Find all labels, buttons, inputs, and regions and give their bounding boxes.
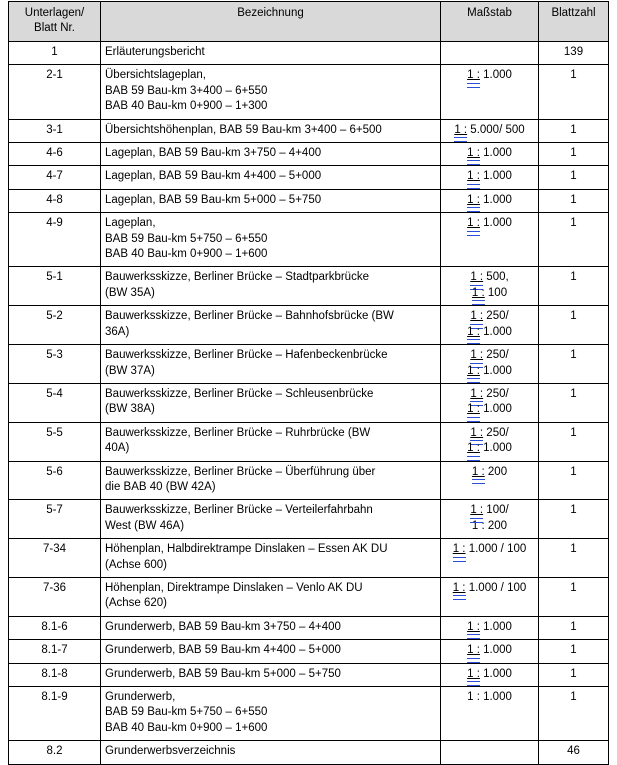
table-row	[9, 42, 609, 65]
cell-description	[101, 383, 441, 422]
cell-document-number: 5-4	[9, 383, 101, 422]
table-row	[9, 65, 609, 119]
cell-scale	[441, 383, 539, 422]
scale-line	[445, 620, 534, 635]
cell-sheet-count: 1	[539, 213, 609, 267]
cell-description	[101, 539, 441, 578]
cell-sheet-count: 1	[539, 189, 609, 212]
grammar-marked-ratio-prefix: 1 :	[467, 169, 480, 184]
grammar-marked-ratio-prefix: 1 :	[467, 325, 480, 340]
cell-description	[101, 267, 441, 306]
cell-sheet-count: 1	[539, 577, 609, 616]
description-line: West (BW 46A)	[105, 519, 185, 532]
ratio-value: 100	[484, 286, 508, 299]
cell-sheet-count: 1	[539, 640, 609, 663]
grammar-marked-ratio-prefix: 1 :	[470, 387, 483, 402]
cell-sheet-count: 1	[539, 383, 609, 422]
description-line: BAB 59 Bau-km 3+400 – 6+550	[105, 84, 268, 97]
description-line: BAB 40 Bau-km 0+900 – 1+600	[105, 248, 268, 261]
table-row	[9, 687, 609, 741]
scale-line	[445, 68, 534, 83]
table-row	[9, 119, 609, 142]
cell-description	[101, 422, 441, 461]
description-line: Erläuterungsbericht	[105, 46, 205, 58]
ratio-value: 1.000	[479, 620, 512, 633]
scale-line	[445, 402, 534, 417]
cell-scale	[441, 500, 539, 539]
cell-scale	[441, 189, 539, 212]
grammar-marked-ratio-prefix: 1 :	[454, 123, 467, 138]
cell-scale	[441, 65, 539, 119]
scale-line	[445, 216, 534, 231]
ratio-value: 1.000	[479, 364, 512, 377]
ratio-value: 5.000/ 500	[467, 123, 525, 136]
scale-line	[445, 286, 534, 301]
description-line: Lageplan, BAB 59 Bau-km 3+750 – 4+400	[105, 147, 322, 160]
cell-description	[101, 42, 441, 65]
ratio-value: 500,	[483, 271, 509, 284]
cell-document-number: 4-6	[9, 143, 101, 166]
cell-description	[101, 687, 441, 741]
description-line: (Achse 620)	[105, 597, 168, 610]
table-row	[9, 166, 609, 189]
description-line: Lageplan, BAB 59 Bau-km 5+000 – 5+750	[105, 193, 322, 206]
ratio-value: 250/	[483, 310, 509, 323]
cell-scale	[441, 640, 539, 663]
grammar-marked-ratio-prefix: 1 :	[467, 620, 480, 635]
ratio-value: 1.000	[479, 69, 512, 82]
cell-scale	[441, 213, 539, 267]
description-line: Grunderwerb, BAB 59 Bau-km 5+000 – 5+750	[105, 667, 341, 680]
grammar-marked-ratio-prefix: 1 :	[467, 667, 480, 682]
cell-scale	[441, 143, 539, 166]
ratio-value: 250/	[483, 349, 509, 362]
cell-description	[101, 500, 441, 539]
scale-line	[445, 465, 534, 480]
grammar-marked-ratio-prefix: 1 :	[467, 216, 480, 231]
description-line: Bauwerksskizze, Berliner Brücke – Verteilerfahrbahn	[105, 504, 373, 517]
scale-line	[445, 309, 534, 324]
cell-scale	[441, 422, 539, 461]
scale-line	[445, 146, 534, 161]
description-line: (Achse 600)	[105, 558, 168, 571]
cell-sheet-count: 1	[539, 663, 609, 686]
description-line: Grunderwerbsverzeichnis	[105, 745, 236, 758]
table-row	[9, 640, 609, 663]
cell-document-number: 5-2	[9, 306, 101, 345]
scale-line	[445, 123, 534, 138]
description-line: 36A)	[105, 325, 130, 338]
cell-description	[101, 119, 441, 142]
description-line: Höhenplan, Halbdirektrampe Dinslaken – Essen AK DU	[105, 543, 388, 556]
grammar-marked-ratio-prefix: 1 :	[470, 348, 483, 363]
description-line: Bauwerksskizze, Berliner Brücke – Hafenbeckenbrücke	[105, 349, 388, 362]
description-line: (BW 38A)	[105, 403, 155, 416]
cell-document-number: 5-3	[9, 345, 101, 384]
ratio-value: 100/	[483, 504, 509, 517]
description-line: Übersichtslageplan,	[105, 69, 207, 82]
cell-description	[101, 640, 441, 663]
cell-description	[101, 306, 441, 345]
description-line: Grunderwerb, BAB 59 Bau-km 3+750 – 4+400	[105, 620, 341, 633]
cell-sheet-count: 1	[539, 616, 609, 639]
cell-scale	[441, 663, 539, 686]
cell-document-number: 8.2	[9, 741, 101, 764]
column-header-scale: Maßstab	[441, 2, 539, 42]
cell-sheet-count: 46	[539, 741, 609, 764]
table-row	[9, 306, 609, 345]
cell-description	[101, 577, 441, 616]
cell-scale	[441, 461, 539, 500]
cell-scale	[441, 539, 539, 578]
cell-sheet-count: 1	[539, 306, 609, 345]
cell-description	[101, 65, 441, 119]
description-line: die BAB 40 (BW 42A)	[105, 480, 216, 493]
scale-line	[445, 581, 534, 596]
grammar-marked-ratio-prefix: 1 :	[470, 309, 483, 324]
table-header	[9, 2, 609, 42]
grammar-marked-ratio-prefix: 1 :	[472, 286, 485, 301]
table-row	[9, 461, 609, 500]
cell-document-number: 8.1-7	[9, 640, 101, 663]
table-row	[9, 539, 609, 578]
description-line: BAB 40 Bau-km 0+900 – 1+600	[105, 721, 268, 734]
cell-scale	[441, 741, 539, 764]
ratio-value: 1.000	[479, 644, 512, 657]
description-line: Höhenplan, Direktrampe Dinslaken – Venlo AK DU	[105, 581, 363, 594]
ratio-value: 1.000	[479, 170, 512, 183]
ratio-value: 250/	[483, 426, 509, 439]
scale-line	[445, 364, 534, 379]
table-row	[9, 616, 609, 639]
cell-document-number: 4-9	[9, 213, 101, 267]
cell-scale	[441, 267, 539, 306]
description-line: Bauwerksskizze, Berliner Brücke – Stadtparkbrücke	[105, 271, 369, 284]
scale-line	[445, 387, 534, 402]
scale-line	[445, 667, 534, 682]
description-line: Bauwerksskizze, Berliner Brücke – Bahnhofsbrücke (BW	[105, 310, 394, 323]
grammar-marked-ratio-prefix: 1 :	[470, 503, 483, 518]
ratio-value: 1.000	[479, 147, 512, 160]
cell-scale	[441, 577, 539, 616]
description-line: Grunderwerb,	[105, 691, 176, 703]
description-line: BAB 59 Bau-km 5+750 – 6+550	[105, 232, 268, 245]
cell-sheet-count: 1	[539, 500, 609, 539]
cell-description	[101, 213, 441, 267]
cell-description	[101, 143, 441, 166]
grammar-marked-ratio-prefix: 1 :	[467, 68, 480, 83]
description-line: (BW 35A)	[105, 286, 155, 299]
cell-sheet-count: 1	[539, 345, 609, 384]
cell-document-number: 8.1-9	[9, 687, 101, 741]
grammar-marked-ratio-prefix: 1 :	[470, 426, 483, 441]
table-header-row	[9, 2, 609, 42]
column-header-document-number-line2: Blatt Nr.	[34, 22, 75, 35]
plan-index-table	[8, 1, 609, 765]
scale-line	[445, 270, 534, 285]
scale-line: 1 : 200	[471, 519, 508, 532]
cell-document-number: 4-7	[9, 166, 101, 189]
cell-document-number: 8.1-8	[9, 663, 101, 686]
grammar-marked-ratio-prefix: 1 :	[467, 364, 480, 379]
description-line: 40A)	[105, 442, 130, 455]
cell-sheet-count: 1	[539, 143, 609, 166]
grammar-marked-ratio-prefix: 1 :	[467, 193, 480, 208]
cell-document-number: 7-34	[9, 539, 101, 578]
ratio-value: 1.000	[479, 325, 512, 338]
scale-line	[445, 503, 534, 518]
table-row	[9, 189, 609, 212]
table-row	[9, 213, 609, 267]
description-line: Bauwerksskizze, Berliner Brücke – Schleusenbrücke	[105, 387, 374, 400]
cell-sheet-count: 1	[539, 119, 609, 142]
cell-document-number: 5-7	[9, 500, 101, 539]
scale-line	[445, 643, 534, 658]
ratio-value: 1.000 / 100	[465, 543, 527, 556]
grammar-marked-ratio-prefix: 1 :	[472, 465, 485, 480]
description-line: (BW 37A)	[105, 364, 155, 377]
table-row	[9, 143, 609, 166]
cell-sheet-count: 1	[539, 267, 609, 306]
cell-scale	[441, 616, 539, 639]
column-header-document-number-line1: Unterlagen/	[24, 7, 85, 19]
grammar-marked-ratio-prefix: 1 :	[467, 402, 480, 417]
column-header-document-number	[9, 2, 101, 42]
ratio-value: 1.000	[479, 217, 512, 230]
cell-scale	[441, 119, 539, 142]
scale-line: 1 : 1.000	[467, 691, 512, 703]
ratio-value: 1.000	[479, 667, 512, 680]
cell-document-number: 2-1	[9, 65, 101, 119]
cell-scale	[441, 687, 539, 741]
cell-sheet-count: 139	[539, 42, 609, 65]
table-row	[9, 577, 609, 616]
table-row	[9, 663, 609, 686]
cell-description	[101, 166, 441, 189]
cell-scale	[441, 42, 539, 65]
cell-scale	[441, 345, 539, 384]
description-line: Lageplan, BAB 59 Bau-km 4+400 – 5+000	[105, 170, 322, 183]
cell-scale	[441, 306, 539, 345]
cell-document-number: 5-5	[9, 422, 101, 461]
table-row	[9, 345, 609, 384]
description-line: Übersichtshöhenplan, BAB 59 Bau-km 3+400 – 6+500	[105, 123, 382, 136]
cell-sheet-count: 1	[539, 422, 609, 461]
cell-document-number: 1	[9, 42, 101, 65]
scale-line	[445, 325, 534, 340]
table-row	[9, 422, 609, 461]
grammar-marked-ratio-prefix: 1 :	[453, 542, 466, 557]
ratio-value: 1.000	[479, 403, 512, 416]
ratio-value: 200	[484, 465, 508, 478]
table-row	[9, 267, 609, 306]
cell-sheet-count: 1	[539, 539, 609, 578]
scale-line	[445, 542, 534, 557]
description-line: BAB 40 Bau-km 0+900 – 1+300	[105, 100, 268, 113]
scale-line	[445, 348, 534, 363]
ratio-value: 250/	[483, 387, 509, 400]
grammar-marked-ratio-prefix: 1 :	[470, 270, 483, 285]
table-body	[9, 42, 609, 765]
description-line: Lageplan,	[105, 217, 156, 230]
cell-document-number: 5-1	[9, 267, 101, 306]
scale-line	[445, 193, 534, 208]
column-header-description: Bezeichnung	[101, 2, 441, 42]
cell-sheet-count: 1	[539, 687, 609, 741]
cell-sheet-count: 1	[539, 65, 609, 119]
grammar-marked-ratio-prefix: 1 :	[467, 441, 480, 456]
table-row	[9, 383, 609, 422]
cell-sheet-count: 1	[539, 166, 609, 189]
cell-document-number: 8.1-6	[9, 616, 101, 639]
cell-scale	[441, 166, 539, 189]
cell-document-number: 7-36	[9, 577, 101, 616]
cell-description	[101, 189, 441, 212]
ratio-value: 1.000	[479, 193, 512, 206]
ratio-value: 1.000 / 100	[465, 581, 527, 594]
cell-document-number: 5-6	[9, 461, 101, 500]
description-line: Grunderwerb, BAB 59 Bau-km 4+400 – 5+000	[105, 644, 341, 657]
grammar-marked-ratio-prefix: 1 :	[467, 643, 480, 658]
column-header-sheet-count: Blattzahl	[539, 2, 609, 42]
ratio-value: 1.000	[479, 442, 512, 455]
table-row	[9, 741, 609, 764]
scale-line	[445, 169, 534, 184]
cell-description	[101, 741, 441, 764]
cell-document-number: 4-8	[9, 189, 101, 212]
table-row	[9, 500, 609, 539]
cell-document-number: 3-1	[9, 119, 101, 142]
description-line: Bauwerksskizze, Berliner Brücke – Ruhrbrücke (BW	[105, 426, 371, 439]
cell-description	[101, 663, 441, 686]
cell-description	[101, 616, 441, 639]
cell-description	[101, 345, 441, 384]
scale-line	[445, 441, 534, 456]
grammar-marked-ratio-prefix: 1 :	[467, 146, 480, 161]
cell-sheet-count: 1	[539, 461, 609, 500]
grammar-marked-ratio-prefix: 1 :	[453, 581, 466, 596]
scale-line	[445, 426, 534, 441]
description-line: BAB 59 Bau-km 5+750 – 6+550	[105, 706, 268, 719]
description-line: Bauwerksskizze, Berliner Brücke – Überführung über	[105, 465, 376, 478]
cell-description	[101, 461, 441, 500]
